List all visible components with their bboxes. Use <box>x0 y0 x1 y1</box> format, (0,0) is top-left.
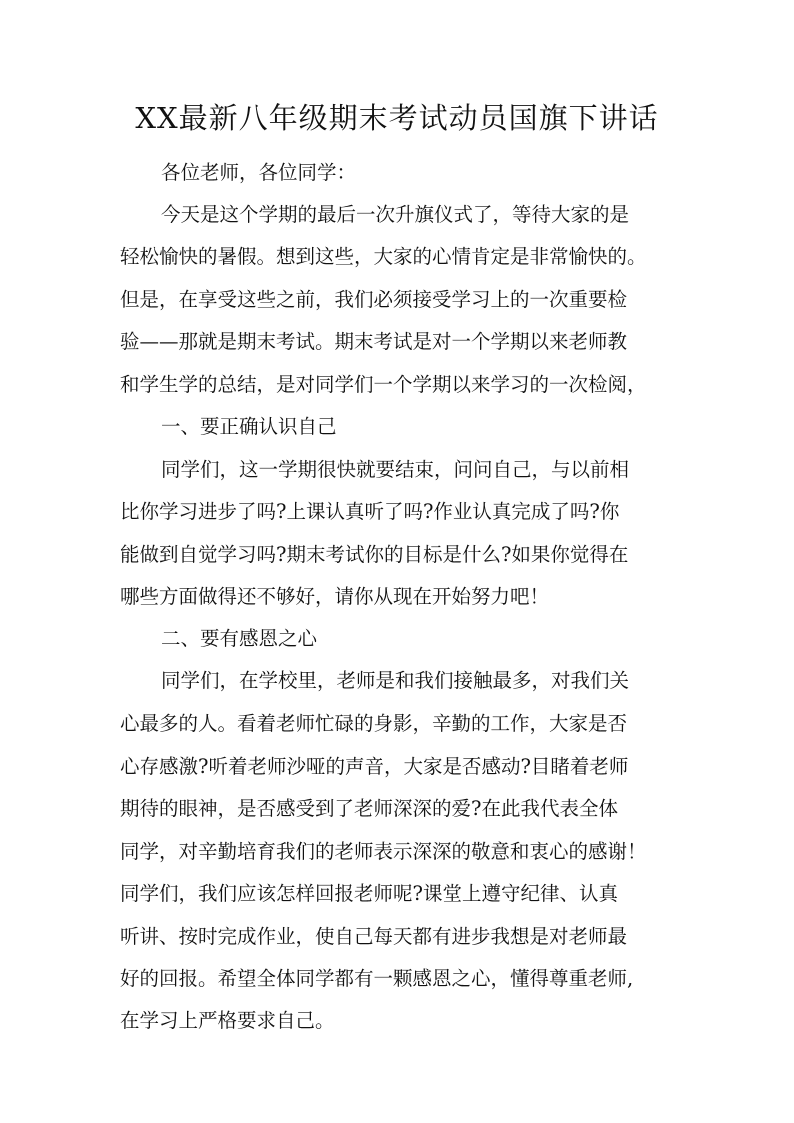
greeting: 各位老师，各位同学： <box>161 161 357 184</box>
section-heading-2: 二、要有感恩之心 <box>161 627 318 650</box>
paragraph-3-line: 同学们，我们应该怎样回报老师呢?课堂上遵守纪律、认真 <box>120 882 618 905</box>
paragraph-1-line: 今天是这个学期的最后一次升旗仪式了，等待大家的是 <box>161 203 630 226</box>
paragraph-3-line: 在学习上严格要求自己。 <box>120 1009 335 1032</box>
paragraph-3-line: 同学，对辛勤培育我们的老师表示深深的敬意和衷心的感谢！ <box>120 840 647 863</box>
paragraph-2-line: 同学们，这一学期很快就要结束，问问自己，与以前相 <box>161 458 630 481</box>
paragraph-3-line: 听讲、按时完成作业，使自己每天都有进步我想是对老师最 <box>120 925 628 948</box>
paragraph-1-line: 和学生学的总结，是对同学们一个学期以来学习的一次检阅， <box>120 373 647 396</box>
section-heading-1: 一、要正确认识自己 <box>161 415 337 438</box>
paragraph-1-line: 轻松愉快的暑假。想到这些，大家的心情肯定是非常愉快的。 <box>120 245 647 268</box>
paragraph-3-line: 心存感激?听着老师沙哑的声音，大家是否感动?目睹着老师 <box>120 755 629 778</box>
paragraph-1-line: 但是，在享受这些之前，我们必须接受学习上的一次重要检 <box>120 288 628 311</box>
paragraph-3-line: 同学们，在学校里，老师是和我们接触最多，对我们关 <box>161 669 630 692</box>
paragraph-1-line: 验——那就是期末考试。期末考试是对一个学期以来老师教 <box>120 330 628 353</box>
paragraph-2-line: 能做到自觉学习吗?期末考试你的目标是什么?如果你觉得在 <box>120 543 629 566</box>
paragraph-3-line: 好的回报。希望全体同学都有一颗感恩之心，懂得尊重老师, <box>120 967 634 990</box>
paragraph-3-line: 期待的眼神，是否感受到了老师深深的爱?在此我代表全体 <box>120 797 618 820</box>
paragraph-2-line: 哪些方面做得还不够好，请你从现在开始努力吧！ <box>120 585 550 608</box>
paragraph-3-line: 心最多的人。看着老师忙碌的身影，辛勤的工作，大家是否 <box>120 712 628 735</box>
paragraph-2-line: 比你学习进步了吗?上课认真听了吗?作业认真完成了吗?你 <box>120 500 620 523</box>
document-title: XX最新八年级期末考试动员国旗下讲话 <box>135 101 659 135</box>
